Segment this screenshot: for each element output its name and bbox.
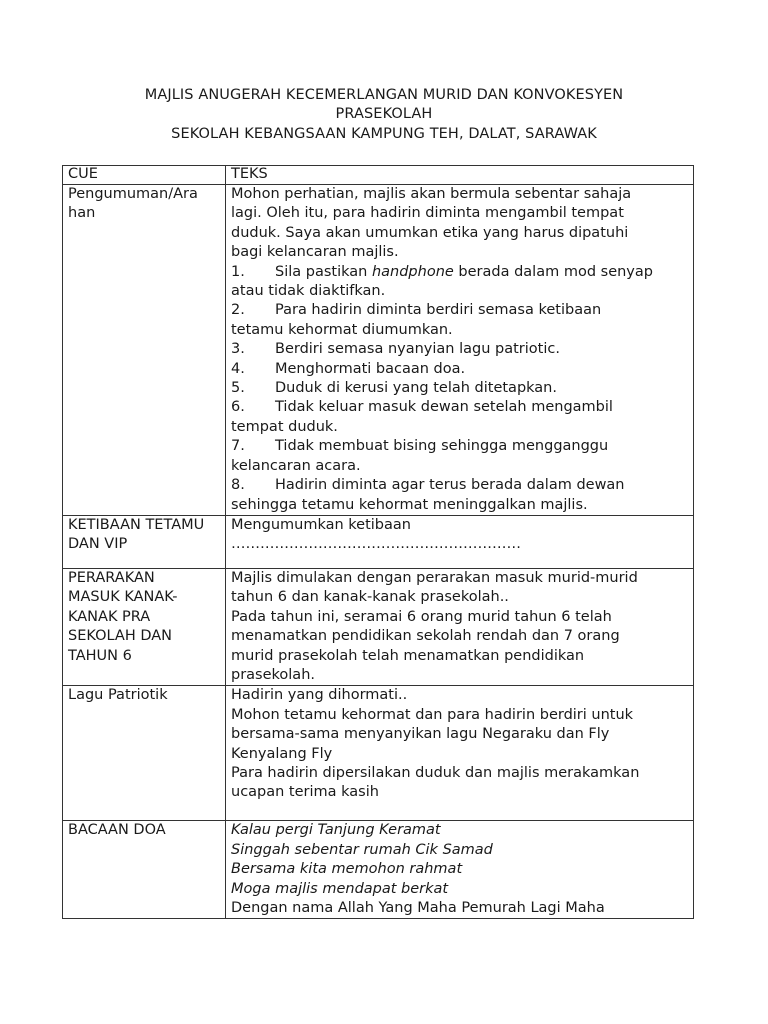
cue-text: BACAAN DOA bbox=[68, 822, 166, 839]
rule-item bbox=[231, 379, 688, 398]
teks-cell bbox=[226, 515, 694, 568]
rule-text: Para hadirin diminta berdiri semasa ketibaan bbox=[275, 302, 602, 319]
rule-number: 2. bbox=[231, 302, 245, 319]
rule-number: 7. bbox=[231, 438, 245, 455]
rule-continuation: atau tidak diaktifkan. bbox=[231, 283, 386, 300]
rule-text: Berdiri semasa nyanyian lagu patriotic. bbox=[275, 341, 560, 358]
heading-line-3: SEKOLAH KEBANGSAAN KAMPUNG TEH, DALAT, SARAWAK bbox=[171, 126, 597, 142]
cue-text: Lagu Patriotik bbox=[68, 687, 168, 704]
teks-line: Para hadirin dipersilakan duduk dan majlis merakamkan bbox=[231, 764, 640, 781]
teks-cell bbox=[226, 686, 694, 821]
teks-line: tahun 6 dan kanak-kanak prasekolah.. bbox=[231, 589, 509, 606]
cue-text: TAHUN 6 bbox=[68, 647, 132, 664]
event-script-table bbox=[62, 165, 694, 919]
rule-item bbox=[231, 476, 688, 495]
rule-item bbox=[231, 437, 688, 456]
rule-text: Tidak membuat bising sehingga mengganggu bbox=[275, 438, 609, 455]
rule-number: 5. bbox=[231, 380, 245, 397]
rule-number: 8. bbox=[231, 477, 245, 494]
table-row bbox=[63, 515, 694, 568]
rule-item bbox=[231, 360, 688, 379]
table-row bbox=[63, 568, 694, 685]
document-heading bbox=[0, 86, 768, 144]
rule-number: 3. bbox=[231, 341, 245, 358]
teks-line: prasekolah. bbox=[231, 666, 315, 683]
rule-continuation: tempat duduk. bbox=[231, 418, 338, 435]
rule-text: berada dalam mod senyap bbox=[453, 263, 653, 280]
rule-text: Menghormati bacaan doa. bbox=[275, 360, 466, 377]
cue-cell bbox=[63, 185, 226, 516]
pantun-line: Kalau pergi Tanjung Keramat bbox=[231, 822, 441, 839]
rule-number: 6. bbox=[231, 399, 245, 416]
teks-line: Mohon perhatian, majlis akan bermula sebentar sahaja bbox=[231, 186, 632, 202]
table-row bbox=[63, 821, 694, 919]
rule-emphasis: handphone bbox=[371, 263, 454, 280]
heading-line-1: MAJLIS ANUGERAH KECEMERLANGAN MURID DAN KONVOKESYEN bbox=[144, 87, 624, 103]
teks-line: Pada tahun ini, seramai 6 orang murid tahun 6 telah bbox=[231, 608, 612, 625]
cue-text: han bbox=[68, 205, 96, 222]
rule-continuation: sehingga tetamu kehormat meninggalkan majlis. bbox=[231, 496, 588, 513]
teks-cell bbox=[226, 185, 694, 516]
column-header-cue: CUE bbox=[63, 166, 226, 185]
cue-cell bbox=[63, 568, 226, 685]
teks-line: ucapan terima kasih bbox=[231, 784, 379, 801]
pantun-line: Moga majlis mendapat berkat bbox=[231, 880, 449, 897]
rule-text: Hadirin diminta agar terus berada dalam dewan bbox=[275, 477, 625, 494]
rule-number: 1. bbox=[231, 263, 245, 280]
pantun-line: Bersama kita memohon rahmat bbox=[231, 861, 463, 878]
teks-line: Majlis dimulakan dengan perarakan masuk murid-murid bbox=[231, 569, 638, 586]
teks-line: Dengan nama Allah Yang Maha Pemurah Lagi Maha bbox=[231, 899, 605, 916]
table-row bbox=[63, 686, 694, 821]
teks-line: bagi kelancaran majlis. bbox=[231, 244, 399, 261]
cue-cell bbox=[63, 821, 226, 919]
table-row bbox=[63, 185, 694, 516]
rule-text: Sila pastikan bbox=[275, 263, 372, 280]
teks-line: bersama-sama menyanyikan lagu Negaraku dan Fly bbox=[231, 726, 610, 743]
rule-item bbox=[231, 340, 688, 359]
cue-text: KETIBAAN TETAMU bbox=[68, 516, 205, 533]
cue-text: KANAK PRA bbox=[68, 608, 151, 625]
teks-line: lagi. Oleh itu, para hadirin diminta mengambil tempat bbox=[231, 205, 624, 222]
teks-cell bbox=[226, 568, 694, 685]
teks-line: menamatkan pendidikan sekolah rendah dan 7 orang bbox=[231, 628, 620, 645]
rule-item bbox=[231, 263, 688, 282]
rule-number: 4. bbox=[231, 360, 245, 377]
rule-text: Tidak keluar masuk dewan setelah mengambil bbox=[275, 399, 613, 416]
table-header-row bbox=[63, 166, 694, 185]
teks-line: duduk. Saya akan umumkan etika yang harus dipatuhi bbox=[231, 224, 629, 241]
rule-continuation: kelancaran acara. bbox=[231, 457, 361, 474]
cue-cell bbox=[63, 515, 226, 568]
cue-cell bbox=[63, 686, 226, 821]
teks-line: Mengumumkan ketibaan bbox=[231, 516, 411, 533]
cue-text: MASUK KANAK- bbox=[68, 589, 178, 606]
rule-item bbox=[231, 398, 688, 417]
cue-text: Pengumuman/Ara bbox=[68, 186, 198, 202]
rule-item bbox=[231, 301, 688, 320]
rule-text: Duduk di kerusi yang telah ditetapkan. bbox=[275, 380, 557, 397]
teks-cell bbox=[226, 821, 694, 919]
teks-line: Kenyalang Fly bbox=[231, 745, 333, 762]
teks-line: murid prasekolah telah menamatkan pendidikan bbox=[231, 647, 585, 664]
cue-text: DAN VIP bbox=[68, 536, 128, 553]
teks-line: Mohon tetamu kehormat dan para hadirin berdiri untuk bbox=[231, 706, 634, 723]
rule-continuation: tetamu kehormat diumumkan. bbox=[231, 321, 453, 338]
cue-text: SEKOLAH DAN bbox=[68, 628, 173, 645]
column-header-teks: TEKS bbox=[226, 166, 694, 185]
pantun-line: Singgah sebentar rumah Cik Samad bbox=[231, 841, 493, 858]
heading-line-2: PRASEKOLAH bbox=[335, 106, 433, 122]
cue-text: PERARAKAN bbox=[68, 569, 155, 586]
teks-line: Hadirin yang dihormati.. bbox=[231, 687, 408, 704]
teks-line: …………………………………………………… bbox=[231, 536, 521, 553]
